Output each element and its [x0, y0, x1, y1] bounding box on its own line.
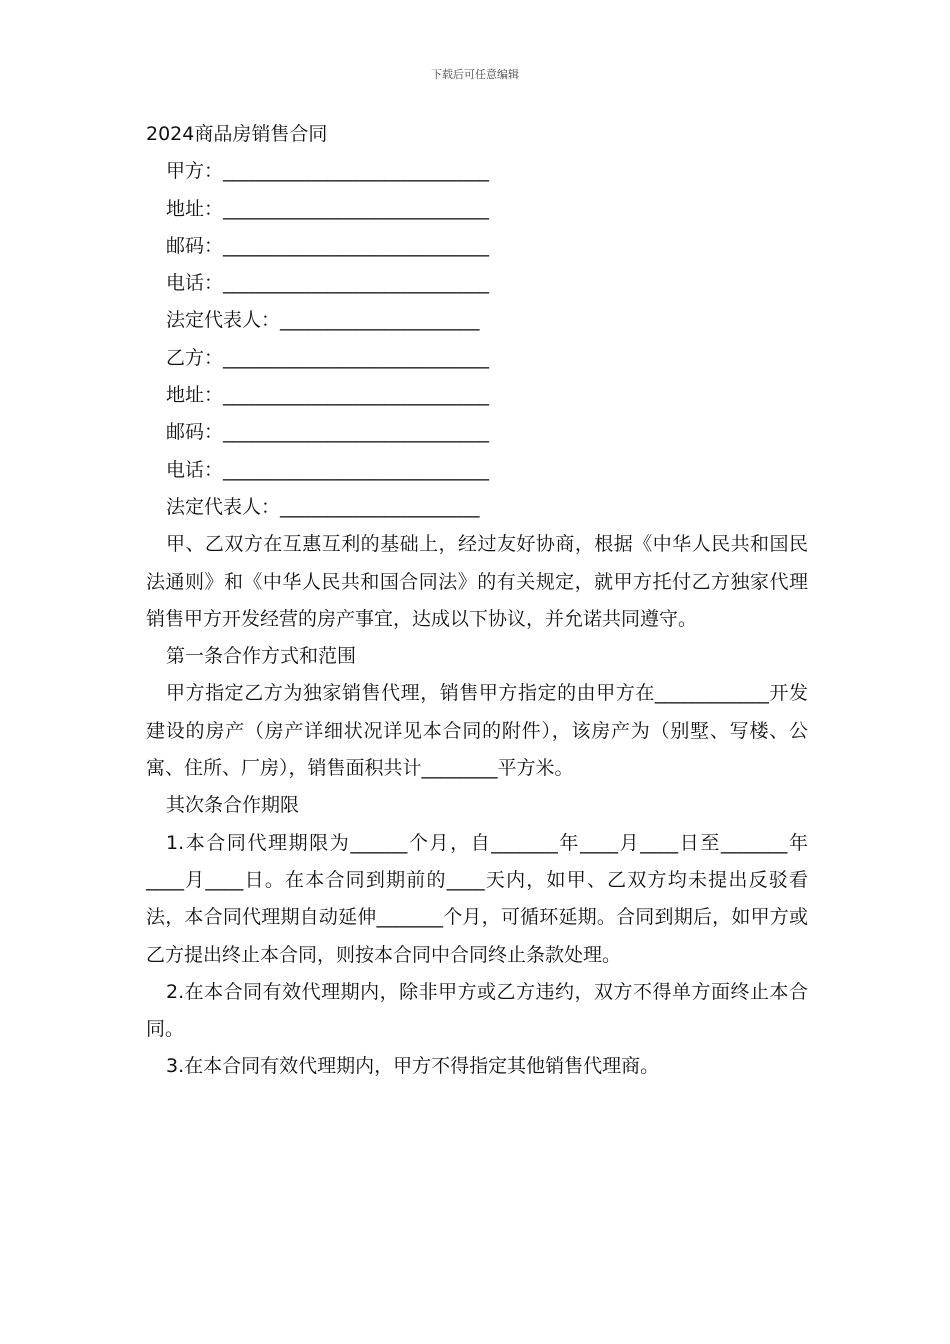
contract-body — [146, 116, 808, 1086]
contract-title: 2024商品房销售合同 — [146, 123, 328, 145]
field-label: 电话： — [166, 458, 224, 481]
preamble-paragraph: 甲、乙双方在互惠互利的基础上，经过友好协商，根据《中华人民共和国民法通则》和《中华人民共和国合同法》的有关规定，就甲方托付乙方独家代理销售甲方开发经营的房产事宜，达成以下协议，并允诺共同遵守。 — [146, 533, 808, 630]
blank-line: _____________________ — [280, 309, 480, 332]
party-b-representative-field — [146, 489, 808, 526]
blank-line: ____________________________ — [223, 384, 490, 407]
article-1-heading: 第一条合作方式和范围 — [166, 645, 357, 668]
party-b-block — [146, 340, 808, 526]
party-a-address-field — [146, 191, 808, 228]
blank-line: ____________________________ — [223, 346, 490, 369]
field-label: 乙方： — [166, 346, 224, 369]
blank-line: ____________________________ — [223, 234, 490, 257]
party-a-representative-field — [146, 302, 808, 339]
party-b-address-field — [146, 377, 808, 414]
blank-line: ____________________________ — [223, 421, 490, 444]
field-label: 邮码： — [166, 234, 224, 257]
field-label: 法定代表人： — [166, 309, 281, 332]
blank-line: ____________________________ — [223, 160, 490, 183]
field-label: 法定代表人： — [166, 495, 281, 518]
party-a-phone-field — [146, 265, 808, 302]
party-a-postcode-field — [146, 228, 808, 265]
field-label: 电话： — [166, 272, 224, 295]
article-2-clause-1: 1.本合同代理期限为______个月，自_______年____月____日至_______年____月____日。在本合同到期前的____天内，如甲、乙双方均未提出反驳看法，本合同代理期自动延伸_______个月，可循环延期。合同到期后，如甲方或乙方提出终止本合同，则按本合同中合同终止条款处理。 — [146, 831, 808, 966]
blank-line: ____________________________ — [223, 272, 490, 295]
party-b-phone-field — [146, 452, 808, 489]
article-1-body: 甲方指定乙方为独家销售代理，销售甲方指定的由甲方在____________开发建设的房产（房产详细状况详见本合同的附件），该房产为（别墅、写楼、公寓、住所、厂房），销售面积共计________平方米。 — [146, 682, 808, 780]
page-header: 下载后可任意编辑 — [431, 68, 519, 81]
blank-line: _____________________ — [280, 495, 480, 518]
field-label: 地址： — [166, 197, 224, 220]
article-2-clause-2: 2.在本合同有效代理期内，除非甲方或乙方违约，双方不得单方面终止本合同。 — [146, 980, 808, 1041]
blank-line: ____________________________ — [223, 458, 490, 481]
party-b-name-field — [146, 340, 808, 377]
field-label: 地址： — [166, 384, 224, 407]
article-2-heading: 其次条合作期限 — [166, 794, 300, 817]
field-label: 甲方： — [166, 160, 224, 183]
article-2-clause-3: 3.在本合同有效代理期内，甲方不得指定其他销售代理商。 — [166, 1055, 660, 1078]
party-a-name-field — [146, 153, 808, 190]
field-label: 邮码： — [166, 421, 224, 444]
party-b-postcode-field — [146, 414, 808, 451]
blank-line: ____________________________ — [223, 197, 490, 220]
party-a-block — [146, 153, 808, 339]
